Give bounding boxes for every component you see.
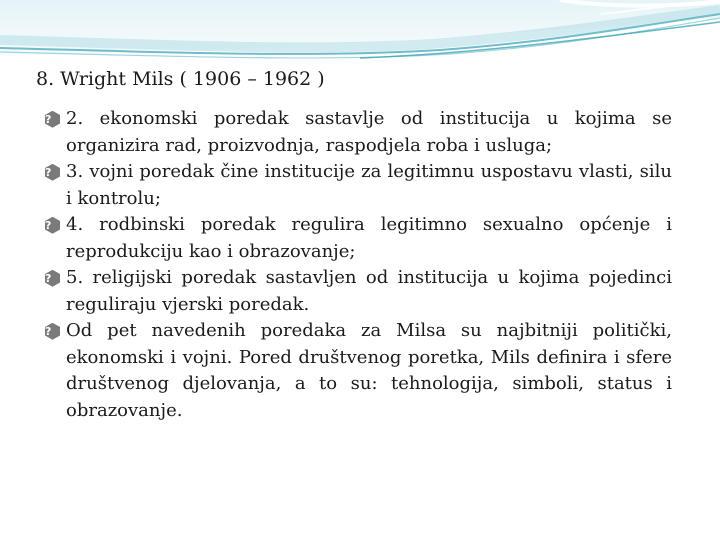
bullet-text: 2. ekonomski poredak sastavlje od institucija u kojima se organizira rad, proizvodnja, raspodjela roba i usluga; bbox=[66, 108, 672, 156]
list-item bbox=[44, 212, 672, 265]
bullet-text: 5. religijski poredak sastavljen od institucija u kojima pojedinci reguliraju vjerski poredak. bbox=[66, 267, 672, 315]
bullet-text: Od pet navedenih poredaka za Milsa su najbitniji politički, ekonomski i vojni. Pored društvenog poretka, Mils definira i sfere društvenog djelovanja, a to su: tehnologija, simboli, status i obrazovanje. bbox=[66, 320, 672, 421]
list-item bbox=[44, 106, 672, 159]
replacement-character-icon bbox=[44, 212, 61, 239]
replacement-character-icon bbox=[44, 106, 61, 133]
replacement-character-icon bbox=[44, 159, 61, 186]
list-item bbox=[44, 159, 672, 212]
bullet-text: 3. vojni poredak čine institucije za legitimnu uspostavu vlasti, silu i kontrolu; bbox=[66, 161, 672, 209]
list-item bbox=[44, 265, 672, 318]
bullet-text: 4. rodbinski poredak regulira legitimno sexualno općenje i reprodukciju kao i obrazovanje; bbox=[66, 214, 672, 262]
replacement-character-icon bbox=[44, 265, 61, 292]
replacement-character-icon bbox=[44, 318, 61, 345]
slide-title: 8. Wright Mils ( 1906 – 1962 ) bbox=[36, 68, 325, 90]
bullet-list bbox=[44, 106, 672, 424]
list-item bbox=[44, 318, 672, 424]
